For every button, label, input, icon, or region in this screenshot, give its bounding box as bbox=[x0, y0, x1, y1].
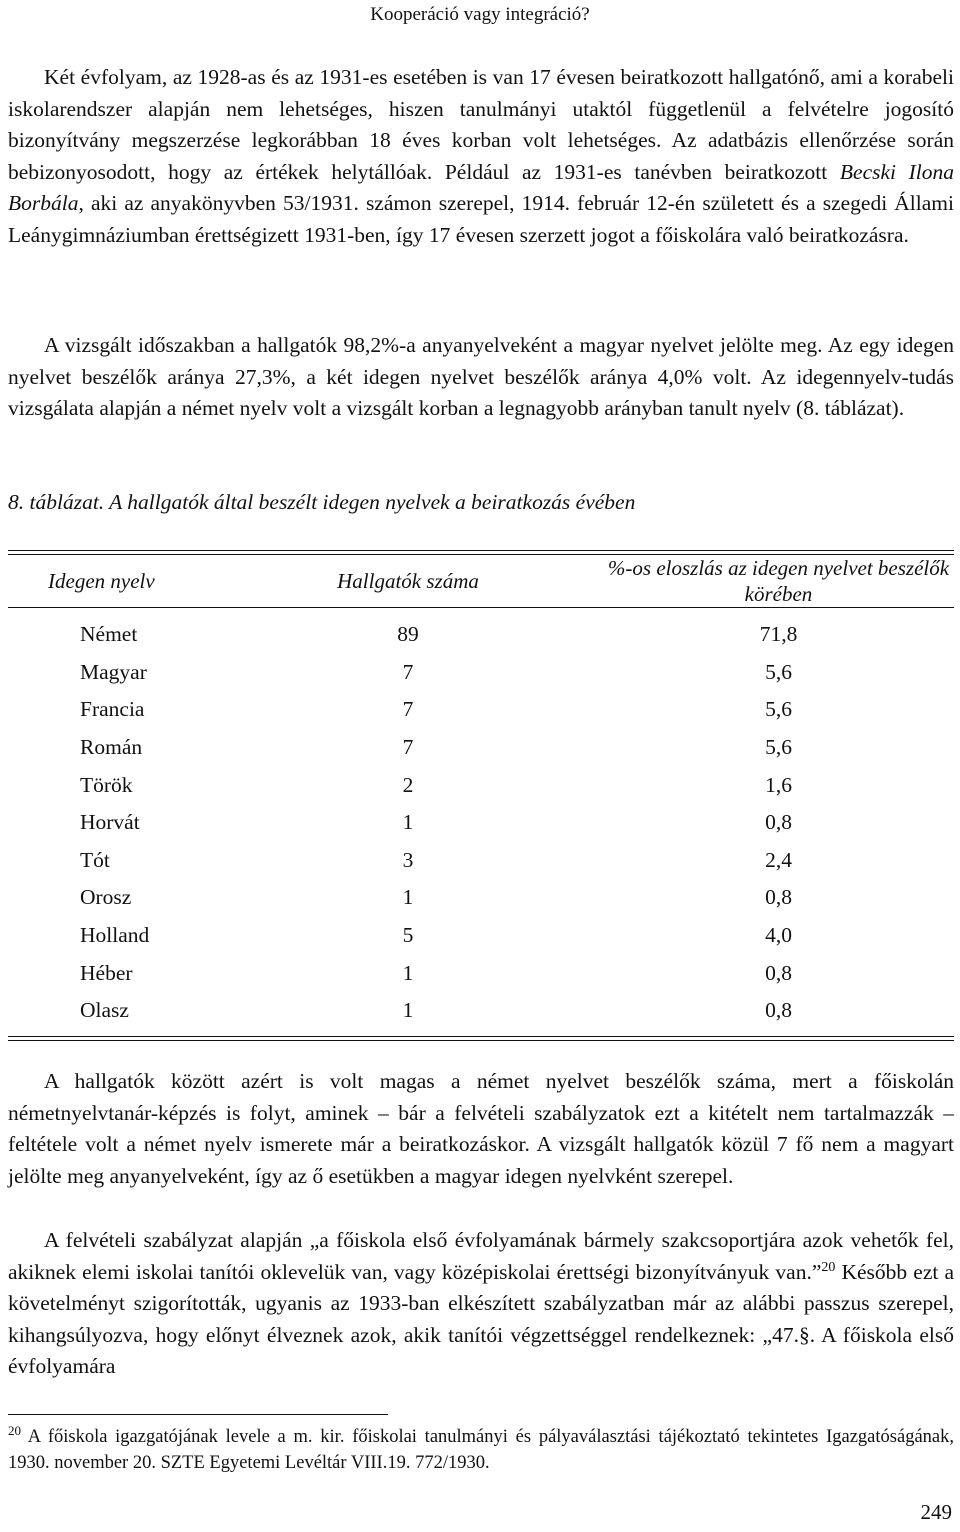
cell-count: 1 bbox=[402, 885, 414, 910]
cell-percent: 0,8 bbox=[765, 960, 792, 985]
cell-language: Horvát bbox=[80, 810, 140, 835]
cell-count: 7 bbox=[402, 697, 414, 722]
table-row bbox=[8, 766, 954, 804]
paragraph-2 bbox=[8, 330, 954, 425]
header-count: Hallgatók száma bbox=[337, 568, 479, 593]
cell-percent: 71,8 bbox=[759, 622, 798, 647]
paragraph-2-text: A vizsgált időszakban a hallgatók 98,2%-a anyanyelveként a magyar nyelvet jelölte meg. Az egy idegen nyelvet beszélők aránya 27,3%, a két idegen nyelvet beszélők aránya 4,0% volt. Az idegennyelv-tudás vizsgálata alapján a német nyelv volt a vizsgált korban a legnagyobb arányban tanult nyelv (8. táblázat). bbox=[8, 333, 954, 420]
paragraph-1-text-a: Két évfolyam, az 1928-as és az 1931-es esetében is van 17 évesen beiratkozott hallgatónő, ami a korabeli iskolarendszer alapján nem lehetséges, hiszen tanulmányi utaktól függetlenül a felvételre jogosító bizonyítvány megszerzése legkorábban 18 éves korban volt lehetséges. Az adatbázis ellenőrzése során bebizonyosodott, hogy az értékek helytállóak. Például az 1931-es tanévben beiratkozott bbox=[8, 65, 954, 184]
table-bottom-rule bbox=[8, 1036, 954, 1041]
cell-count: 3 bbox=[402, 847, 414, 872]
cell-percent: 1,6 bbox=[765, 772, 792, 797]
cell-count: 7 bbox=[402, 659, 414, 684]
paragraph-1 bbox=[8, 62, 954, 251]
cell-count: 1 bbox=[402, 960, 414, 985]
cell-language: Olasz bbox=[80, 998, 129, 1023]
cell-language: Török bbox=[80, 772, 133, 797]
table-row bbox=[8, 842, 954, 880]
cell-language: Magyar bbox=[80, 659, 147, 684]
cell-language: Héber bbox=[80, 960, 133, 985]
cell-count: 5 bbox=[402, 923, 414, 948]
cell-count: 1 bbox=[402, 810, 414, 835]
cell-language: Holland bbox=[80, 923, 150, 948]
cell-language: Orosz bbox=[80, 885, 132, 910]
header-percent: %-os eloszlás az idegen nyelvet beszélők körében bbox=[607, 556, 950, 606]
footnote-reference[interactable]: 20 bbox=[821, 1259, 836, 1275]
footnote bbox=[8, 1424, 954, 1476]
cell-count: 2 bbox=[402, 772, 414, 797]
cell-count: 89 bbox=[397, 622, 419, 647]
cell-percent: 4,0 bbox=[765, 923, 792, 948]
cell-count: 7 bbox=[402, 735, 414, 760]
cell-count: 1 bbox=[402, 998, 414, 1023]
table-caption: 8. táblázat. A hallgatók által beszélt idegen nyelvek a beiratkozás évében bbox=[8, 490, 636, 514]
table-row bbox=[8, 729, 954, 767]
paragraph-3-text: A hallgatók között azért is volt magas a német nyelvet beszélők száma, mert a főiskolán németnyelvtanár-képzés is folyt, aminek – bár a felvételi szabályzatok ezt a kitételt nem tartalmazzák – feltétele volt a német nyelv ismerete már a beiratkozáskor. A vizsgált hallgatók közül 7 fő nem a magyart jelölte meg anyanyelveként, így az ő esetükben a magyar idegen nyelvként szerepel. bbox=[8, 1069, 954, 1188]
paragraph-3 bbox=[8, 1066, 954, 1192]
table-row bbox=[8, 804, 954, 842]
table-header bbox=[8, 555, 954, 607]
paragraph-1-text-b: , aki az anyakönyvben 53/1931. számon szerepel, 1914. február 12-én született és a szegedi Állami Leánygimnáziumban érettségizett 1931-ben, így 17 évesen szerzett jogot a főiskolára való beiratkozásra. bbox=[8, 191, 954, 247]
paragraph-4-text-a: A felvételi szabályzat alapján „a főiskola első évfolyamának bármely szakcsoportjára azok vehetők fel, akiknek elemi iskolai tanítói oklevelük van, vagy középiskolai érettségi bizonyítványuk van.” bbox=[8, 1228, 954, 1284]
cell-language: Tót bbox=[80, 847, 110, 872]
cell-percent: 5,6 bbox=[765, 659, 792, 684]
footnote-text: A főiskola igazgatójának levele a m. kir. főiskolai tanulmányi és pályaválasztási tájékoztató tekintetes Igazgatóságának, 1930. november 20. SZTE Egyetemi Levéltár VIII.19. 772/1930. bbox=[8, 1427, 954, 1473]
student-name: Becski Ilona Borbála bbox=[8, 159, 954, 215]
language-table bbox=[8, 550, 954, 1041]
footnote-separator bbox=[8, 1414, 388, 1415]
table-row bbox=[8, 616, 954, 654]
page-number: 249 bbox=[920, 1500, 952, 1524]
table-row bbox=[8, 954, 954, 992]
cell-percent: 0,8 bbox=[765, 885, 792, 910]
cell-language: Román bbox=[80, 735, 143, 760]
cell-percent: 2,4 bbox=[765, 847, 792, 872]
cell-language: Francia bbox=[80, 697, 145, 722]
paragraph-4 bbox=[8, 1225, 954, 1383]
cell-percent: 0,8 bbox=[765, 810, 792, 835]
table-row bbox=[8, 654, 954, 692]
header-language: Idegen nyelv bbox=[48, 568, 155, 593]
table-row bbox=[8, 917, 954, 955]
cell-percent: 5,6 bbox=[765, 697, 792, 722]
table-row bbox=[8, 992, 954, 1030]
cell-percent: 0,8 bbox=[765, 998, 792, 1023]
cell-language: Német bbox=[80, 622, 138, 647]
table-row bbox=[8, 879, 954, 917]
paragraph-4-text-b: Később ezt a követelményt szigorították, ugyanis az 1933-ban elkészített szabályzatban már az alábbi passzus szerepel, kihangsúlyozva, hogy előnyt élveznek azok, akik tanítói végzettséggel rendelkeznek: „47.§. A főiskola első évfolyamára bbox=[8, 1259, 954, 1378]
cell-percent: 5,6 bbox=[765, 735, 792, 760]
running-head: Kooperáció vagy integráció? bbox=[370, 4, 590, 25]
table-row bbox=[8, 691, 954, 729]
footnote-number: 20 bbox=[8, 1422, 21, 1438]
